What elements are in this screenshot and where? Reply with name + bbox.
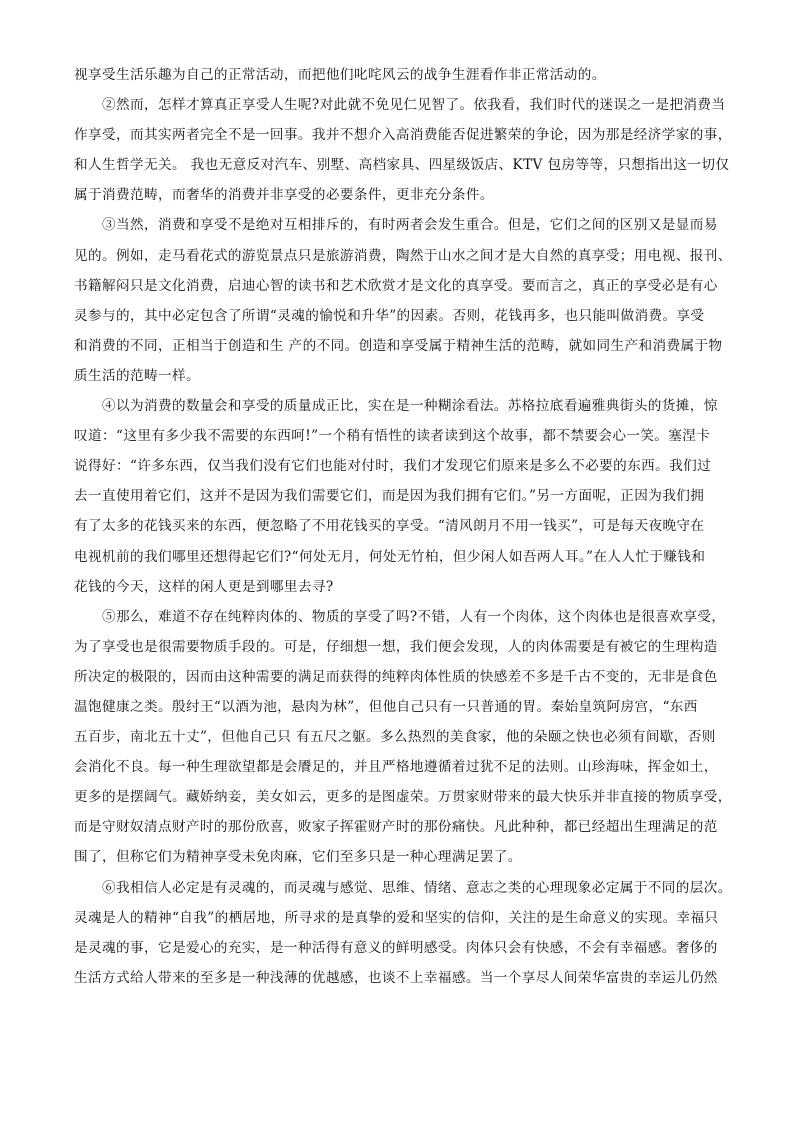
text-line: 围了，但称它们为精神享受未免肉麻，它们至多只是一种心理满足罢了。 bbox=[74, 849, 522, 866]
text-line: 更多的是摆阔气。藏娇纳妾，美女如云，更多的是图虚荣。万贯家财带来的最大快乐并非直接的物质享受， bbox=[74, 789, 732, 806]
text-line: 去一直使用着它们，这并不是因为我们需要它们，而是因为我们拥有它们。”另一方面呢，正因为我们拥 bbox=[74, 488, 705, 505]
paragraph-6-start: ⑥我相信人必定是有灵魂的，而灵魂与感觉、思维、情绪、意志之类的心理现象必定属于不同的层次。 bbox=[74, 879, 732, 896]
essay-body bbox=[74, 60, 732, 993]
paragraph-4-start: ④以为消费的数量会和享受的质量成正比，实在是一种糊涂看法。苏格拉底看遍雅典街头的货摊，惊 bbox=[74, 398, 718, 415]
text-line: 灵魂是人的精神“自我”的栖居地，所寻求的是真挚的爱和坚实的信仰，关注的是生命意义的实现。幸福只 bbox=[74, 909, 719, 926]
text-line: 和人生哲学无关。 我也无意反对汽车、别墅、高档家具、四星级饭店、KTV 包房等等，只想指出这一切仅 bbox=[74, 157, 730, 174]
paragraph-5-start: ⑤那么，难道不存在纯粹肉体的、物质的享受了吗?不错，人有一个肉体，这个肉体也是很喜欢享受， bbox=[74, 608, 726, 625]
text-line: 电视机前的我们哪里还想得起它们?“何处无月，何处无竹柏，但少闲人如吾两人耳。”在人人忙于赚钱和 bbox=[74, 548, 706, 565]
text-line: 作享受，而其实两者完全不是一回事。我并不想介入高消费能否促进繁荣的争论，因为那是经济学家的事， bbox=[74, 127, 732, 144]
text-line: 见的。例如，走马看花式的游览景点只是旅游消费，陶然于山水之间才是大自然的真享受；用电视、报刊、 bbox=[74, 247, 732, 264]
text-line: 生活方式给人带来的至多是一种浅薄的优越感，也谈不上幸福感。当一个享尽人间荣华富贵的幸运儿仍然 bbox=[74, 969, 718, 986]
text-line: 温饱健康之类。殷纣王“以酒为池，悬肉为林”，但他自己只有一只普通的胃。秦始皇筑阿房宫，“东西 bbox=[74, 698, 698, 715]
text-line: 和消费的不同，正相当于创造和生 产的不同。创造和享受属于精神生活的范畴，就如同生产和消费属于物 bbox=[74, 337, 723, 354]
paragraph-2-start: ②然而，怎样才算真正享受人生呢?对此就不免见仁见智了。依我看，我们时代的迷误之一是把消费当 bbox=[74, 97, 726, 114]
paragraph-3-start: ③当然，消费和享受不是绝对互相排斥的，有时两者会发生重合。但是，它们之间的区别又是显而易 bbox=[74, 217, 718, 234]
text-line: 是灵魂的事，它是爱心的充实，是一种活得有意义的鲜明感受。肉体只会有快感，不会有幸福感。奢侈的 bbox=[74, 939, 718, 956]
text-line: 而是守财奴清点财产时的那份欣喜，败家子挥霍财产时的那份痛快。凡此种种，都已经超出生理满足的范 bbox=[74, 819, 718, 836]
text-line: 有了太多的花钱买来的东西，便忽略了不用花钱买的享受。“清风朗月不用一钱买”，可是每天夜晚守在 bbox=[74, 518, 705, 535]
text-line: 灵参与的，其中必定包含了所谓“灵魂的愉悦和升华”的因素。否则，花钱再多，也只能叫做消费。享受 bbox=[74, 307, 705, 324]
text-line: 属于消费范畴，而奢华的消费并非享受的必要条件，更非充分条件。 bbox=[74, 187, 494, 204]
text-line: 花钱的今天，这样的闲人更是到哪里去寻? bbox=[74, 578, 334, 595]
text-line: 所决定的极限的，因而由这种需要的满足而获得的纯粹肉体性质的快感差不多是千古不变的，无非是食色 bbox=[74, 668, 718, 685]
text-line: 会消化不良。每一种生理欲望都是会餍足的，并且严格地遵循着过犹不足的法则。山珍海味，挥金如土， bbox=[74, 759, 718, 776]
text-line: 视享受生活乐趣为自己的正常活动，而把他们叱咤风云的战争生涯看作非正常活动的。 bbox=[74, 67, 606, 83]
text-line: 说得好：“许多东西，仅当我们没有它们也能对付时，我们才发现它们原来是多么不必要的东西。我们过 bbox=[74, 458, 712, 475]
text-line: 书籍解闷只是文化消费，启迪心智的读书和艺术欣赏才是文化的真享受。要而言之，真正的享受必是有心 bbox=[74, 277, 718, 294]
text-line: 五百步，南北五十丈”，但他自己只 有五尺之躯。多么热烈的美食家，他的朵颐之快也必须有间歇，否则 bbox=[74, 729, 716, 746]
text-line: 叹道：“这里有多少我不需要的东西呵!”一个稍有悟性的读者读到这个故事，都不禁要会心一笑。塞涅卡 bbox=[74, 428, 711, 445]
text-line: 质生活的范畴一样。 bbox=[74, 367, 200, 384]
text-line: 为了享受也是很需要物质手段的。可是，仔细想一想，我们便会发现，人的肉体需要是有被它的生理构造 bbox=[74, 638, 718, 655]
